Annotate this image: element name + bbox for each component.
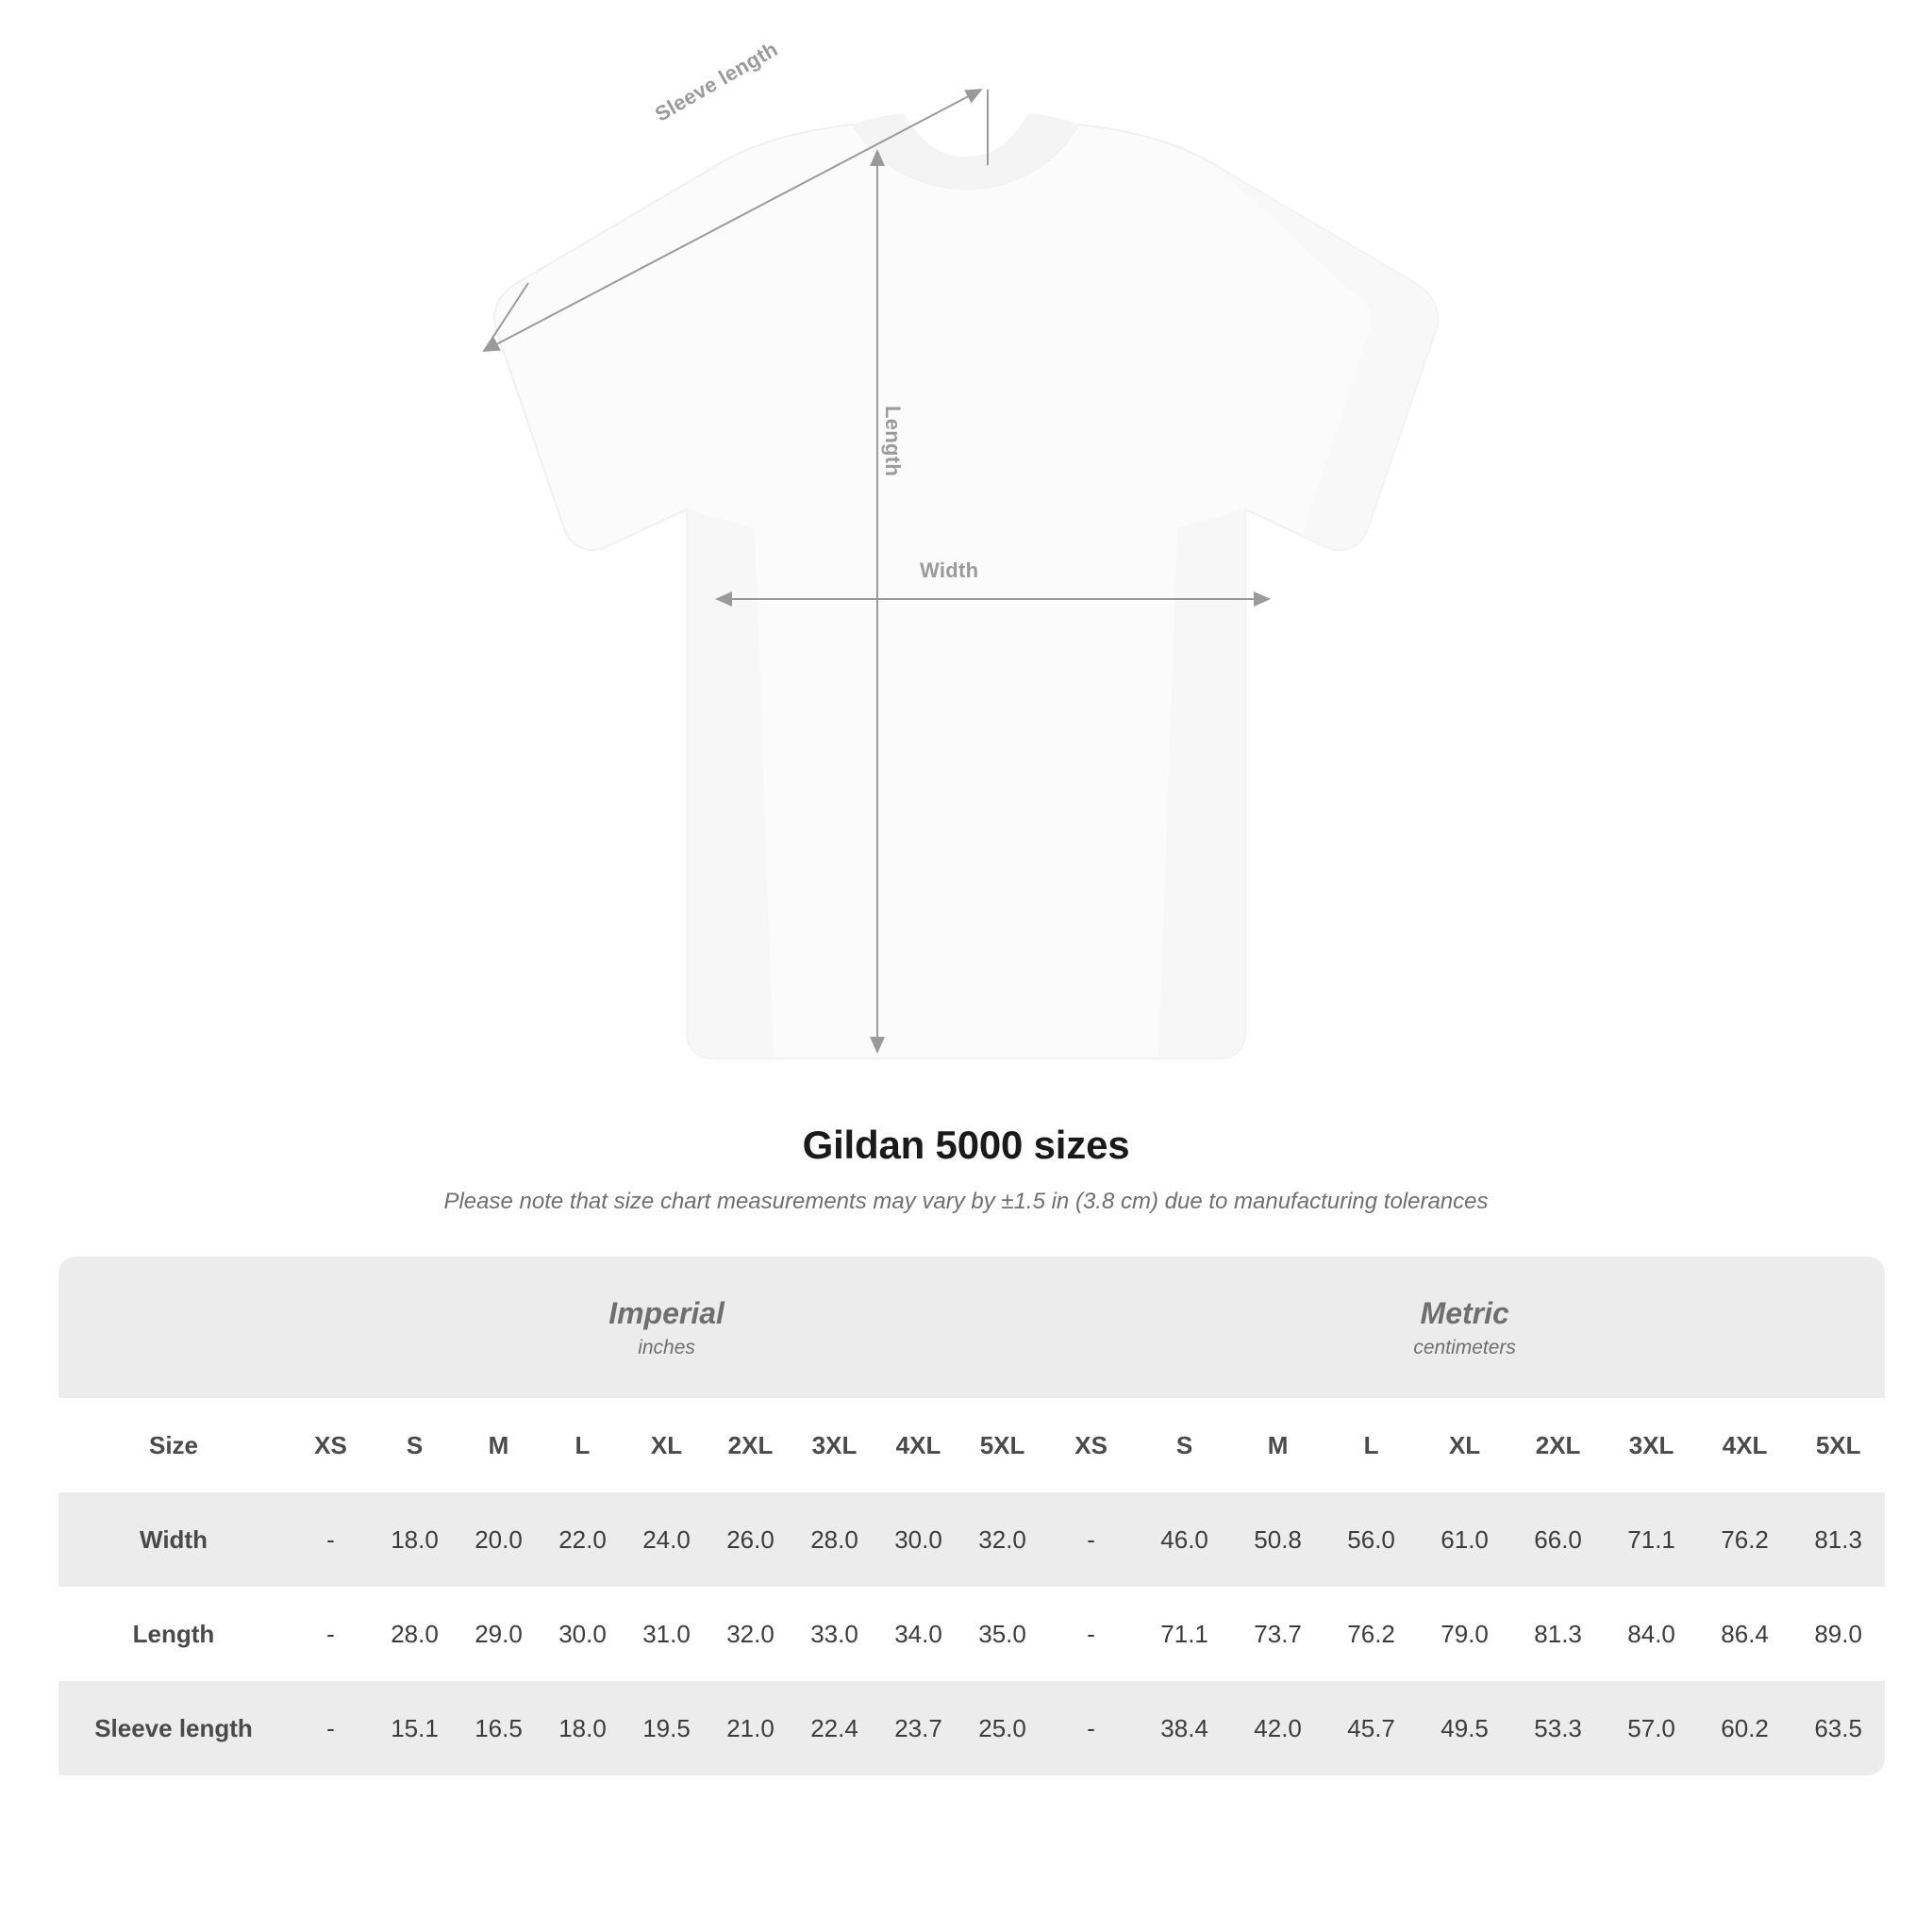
cell-length-metric-4xl: 86.4 [1721, 1619, 1769, 1648]
cell-length-metric-5xl: 89.0 [1814, 1619, 1862, 1648]
cell-length-imperial-s: 28.0 [391, 1619, 439, 1648]
imperial-unit-cell [289, 1257, 1044, 1398]
length-label: Length [881, 406, 905, 477]
cell-length-imperial-xl: 31.0 [642, 1619, 691, 1648]
cell-sleeve-metric-m: 42.0 [1231, 1681, 1324, 1775]
cell-length-imperial-m: 29.0 [475, 1619, 523, 1648]
table-row [58, 1492, 1885, 1587]
size-header-label: Size [58, 1398, 289, 1492]
cell-sleeve-metric-4xl: 60.2 [1698, 1681, 1791, 1775]
cell-width-imperial-s: 18.0 [373, 1492, 457, 1587]
size-header-imperial-xs: XS [289, 1398, 373, 1492]
cell-sleeve-imperial-3xl: 22.4 [792, 1681, 876, 1775]
cell-sleeve-imperial-m: 16.5 [457, 1681, 541, 1775]
cell-length-imperial-3xl: 33.0 [810, 1619, 858, 1648]
cell-width-metric-s: 46.0 [1138, 1492, 1231, 1587]
size-header-metric-4xl: 4XL [1698, 1398, 1791, 1492]
cell-sleeve-imperial-xs: - [289, 1681, 373, 1775]
cell-sleeve-imperial-l: 18.0 [541, 1681, 625, 1775]
cell-length-imperial-4xl: 34.0 [894, 1619, 942, 1648]
size-header-metric-l: L [1324, 1398, 1418, 1492]
sleeve-length-label: Sleeve length [651, 37, 782, 126]
cell-sleeve-metric-xl: 49.5 [1418, 1681, 1511, 1775]
size-header-metric-3xl: 3XL [1605, 1398, 1698, 1492]
cell-length-imperial-2xl: 32.0 [726, 1619, 774, 1648]
cell-sleeve-metric-5xl: 63.5 [1791, 1681, 1885, 1775]
cell-length-metric-m: 73.7 [1254, 1619, 1302, 1648]
size-header-imperial-m: M [457, 1398, 541, 1492]
cell-sleeve-metric-s: 38.4 [1138, 1681, 1231, 1775]
size-header-row [58, 1398, 1885, 1492]
size-header-imperial-3xl: 3XL [792, 1398, 876, 1492]
cell-sleeve-metric-2xl: 53.3 [1511, 1681, 1605, 1775]
cell-sleeve-imperial-2xl: 21.0 [708, 1681, 792, 1775]
cell-width-metric-2xl: 66.0 [1511, 1492, 1605, 1587]
size-table [58, 1257, 1885, 1775]
tshirt-shape [494, 113, 1438, 1058]
cell-sleeve-imperial-xl: 19.5 [625, 1681, 708, 1775]
cell-width-imperial-5xl: 32.0 [960, 1492, 1044, 1587]
cell-width-imperial-xs: - [289, 1492, 373, 1587]
cell-width-imperial-3xl: 28.0 [792, 1492, 876, 1587]
title-block [0, 1123, 1932, 1215]
cell-length-imperial-5xl: 35.0 [978, 1619, 1026, 1648]
cell-length-imperial-l: 30.0 [558, 1619, 607, 1648]
metric-unit-name: Metric [1420, 1295, 1509, 1330]
size-header-metric-2xl: 2XL [1511, 1398, 1605, 1492]
size-header-metric-m: M [1231, 1398, 1324, 1492]
size-header-metric-s: S [1138, 1398, 1231, 1492]
cell-length-metric-3xl: 84.0 [1627, 1619, 1675, 1648]
cell-width-imperial-m: 20.0 [457, 1492, 541, 1587]
cell-width-metric-3xl: 71.1 [1605, 1492, 1698, 1587]
imperial-unit-name: Imperial [608, 1295, 724, 1330]
width-label: Width [920, 558, 979, 582]
size-header-metric-5xl: 5XL [1791, 1398, 1885, 1492]
cell-length-metric-l: 76.2 [1347, 1619, 1395, 1648]
cell-length-metric-2xl: 81.3 [1534, 1619, 1582, 1648]
cell-sleeve-metric-3xl: 57.0 [1605, 1681, 1698, 1775]
row-label-width: Width [58, 1492, 289, 1587]
cell-length-metric-s: 71.1 [1160, 1619, 1208, 1648]
page-title: Gildan 5000 sizes [802, 1123, 1130, 1167]
size-table-wrapper [58, 1257, 1874, 1775]
cell-width-metric-xs: - [1044, 1492, 1138, 1587]
table-row [58, 1681, 1885, 1775]
cell-sleeve-imperial-4xl: 23.7 [876, 1681, 960, 1775]
metric-unit-cell [1044, 1257, 1885, 1398]
cell-length-imperial-xs: - [326, 1619, 335, 1648]
cell-width-imperial-2xl: 26.0 [708, 1492, 792, 1587]
table-row [58, 1587, 1885, 1681]
cell-width-metric-5xl: 81.3 [1791, 1492, 1885, 1587]
size-header-imperial-l: L [541, 1398, 625, 1492]
size-header-imperial-4xl: 4XL [876, 1398, 960, 1492]
cell-width-metric-xl: 61.0 [1418, 1492, 1511, 1587]
size-header-imperial-s: S [373, 1398, 457, 1492]
cell-width-imperial-4xl: 30.0 [876, 1492, 960, 1587]
size-header-metric-xs: XS [1044, 1398, 1138, 1492]
size-header-imperial-2xl: 2XL [708, 1398, 792, 1492]
tolerance-note: Please note that size chart measurements may vary by ±1.5 in (3.8 cm) due to manufacturing tolerances [443, 1189, 1489, 1214]
cell-sleeve-metric-xs: - [1044, 1681, 1138, 1775]
unit-header-row [58, 1257, 1885, 1398]
cell-length-metric-xl: 79.0 [1441, 1619, 1489, 1648]
metric-unit-sub: centimeters [1413, 1336, 1516, 1358]
cell-width-imperial-l: 22.0 [541, 1492, 625, 1587]
cell-sleeve-imperial-s: 15.1 [373, 1681, 457, 1775]
size-header-metric-xl: XL [1418, 1398, 1511, 1492]
cell-width-metric-m: 50.8 [1231, 1492, 1324, 1587]
size-header-imperial-xl: XL [625, 1398, 708, 1492]
cell-width-imperial-xl: 24.0 [625, 1492, 708, 1587]
row-label-sleeve-length: Sleeve length [58, 1681, 289, 1775]
cell-sleeve-imperial-5xl: 25.0 [960, 1681, 1044, 1775]
size-header-imperial-5xl: 5XL [960, 1398, 1044, 1492]
cell-length-metric-xs: - [1087, 1619, 1095, 1648]
unit-corner-cell [58, 1257, 289, 1398]
cell-sleeve-metric-l: 45.7 [1324, 1681, 1418, 1775]
imperial-unit-sub: inches [638, 1336, 695, 1358]
row-label-length: Length [132, 1619, 215, 1648]
cell-width-metric-l: 56.0 [1324, 1492, 1418, 1587]
cell-width-metric-4xl: 76.2 [1698, 1492, 1791, 1587]
